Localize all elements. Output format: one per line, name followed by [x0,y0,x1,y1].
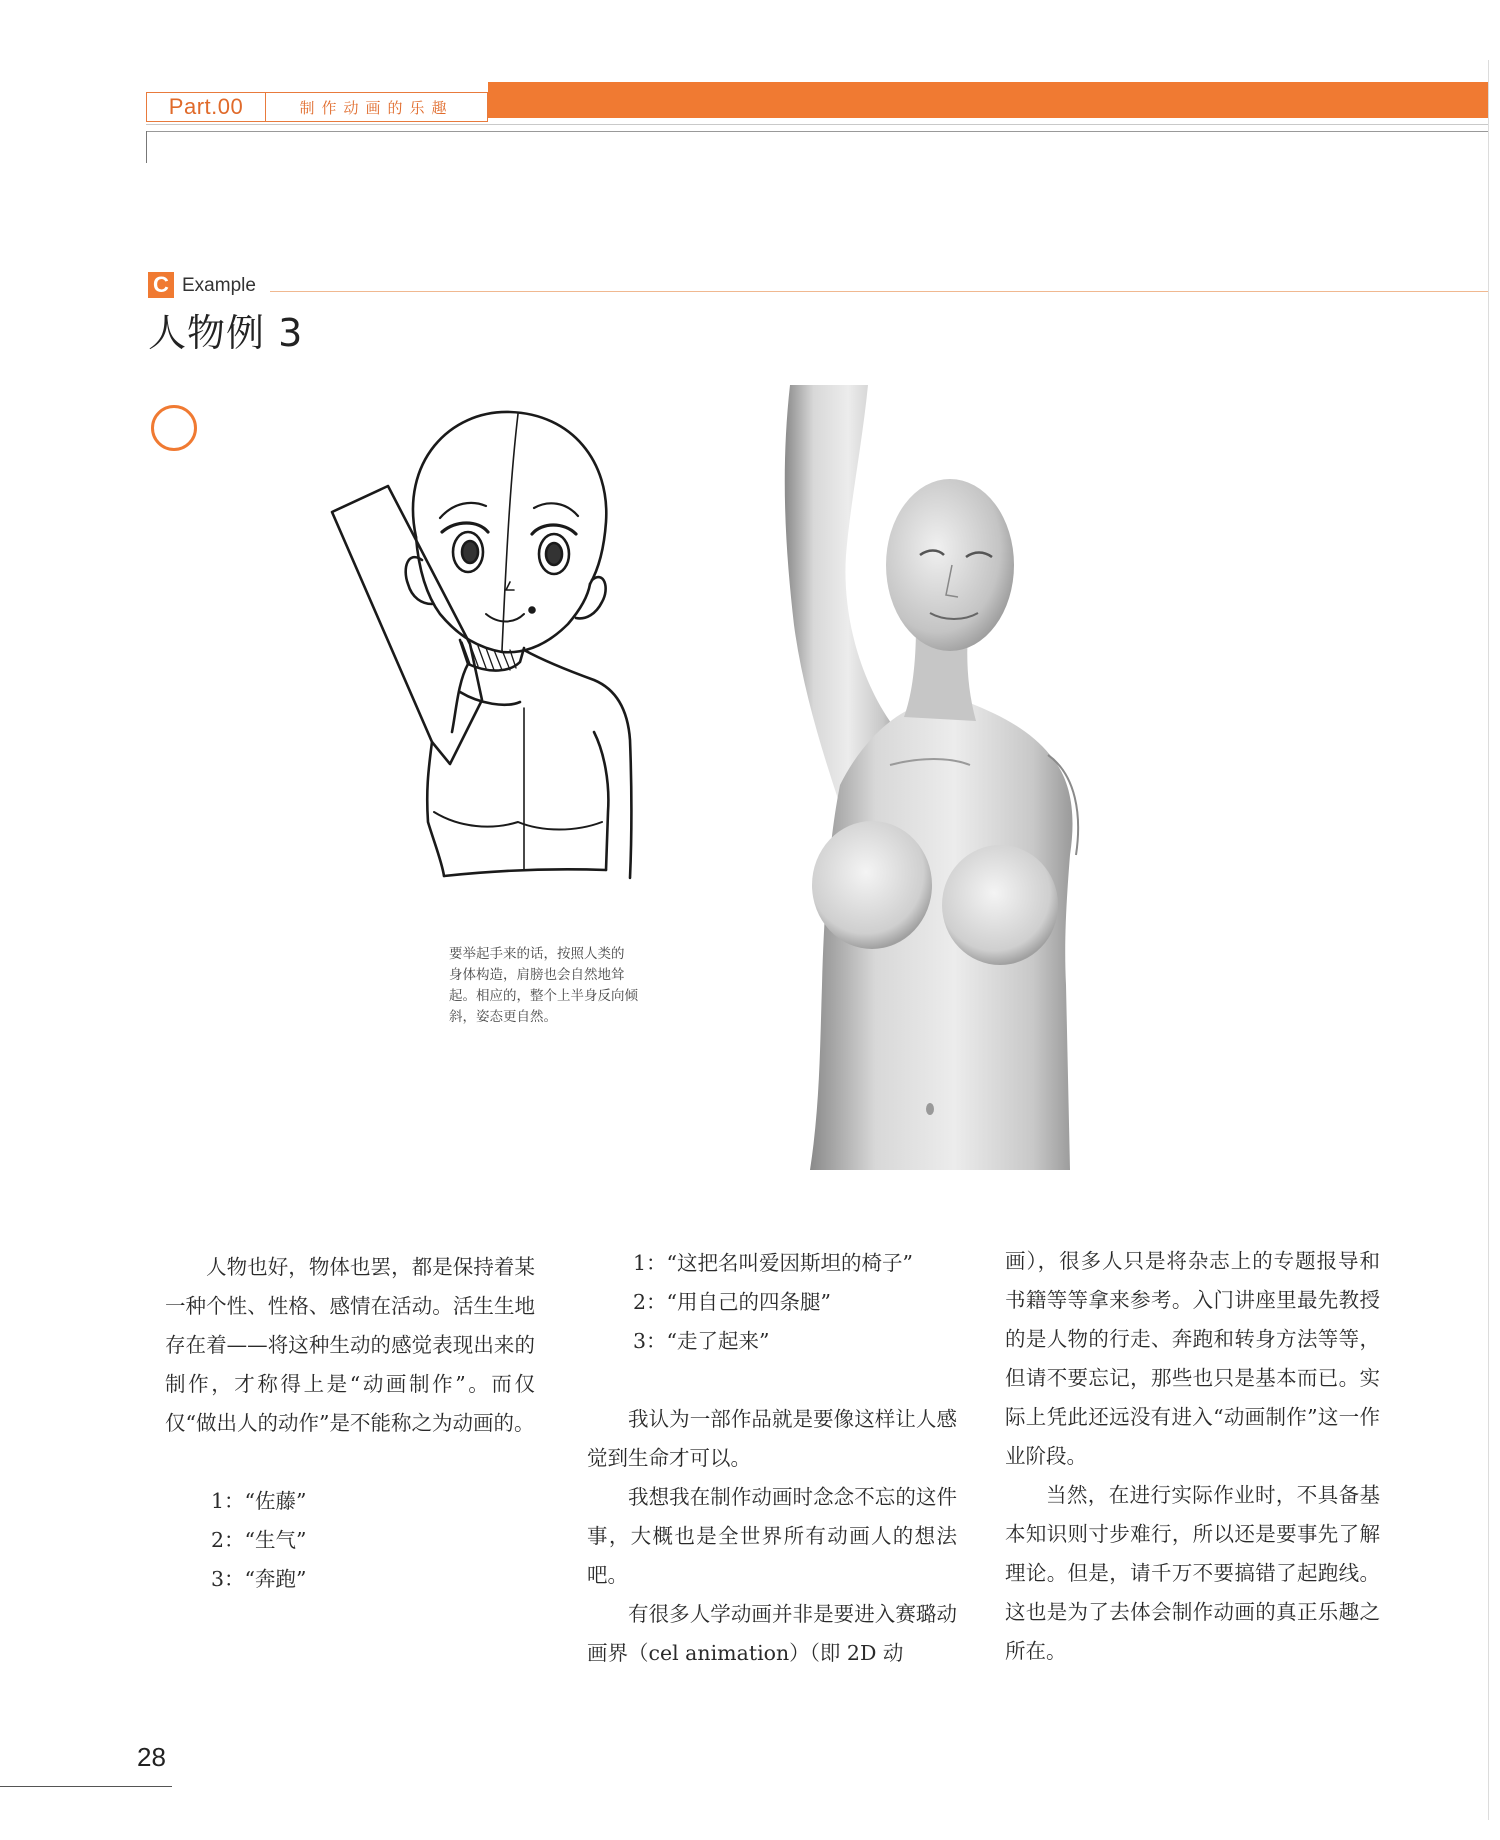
header-rule-2 [146,131,1488,132]
paragraph: 当然，在进行实际作业时，不具备基本知识则寸步难行，所以还是要事先了解理论。但是，请千万不要搞错了起跑线。这也是为了去体会制作动画的真正乐趣之所在。 [1005,1483,1380,1663]
list-item: 2：“生气” [211,1528,307,1552]
list-item: 3：“走了起来” [633,1329,770,1353]
paragraph: 人物也好，物体也罢，都是保持着某一种个性、性格、感情在活动。活生生地存在着——将这种生动的感觉表现出来的制作，才称得上是“动画制作”。而仅仅“做出人的动作”是不能称之为动画的。 [165,1255,535,1435]
paragraph: 我想我在制作动画时念念不忘的这件事，大概也是全世界所有动画人的想法吧。 [587,1485,957,1587]
paragraph: 画），很多人只是将杂志上的专题报导和书籍等等拿来参考。入门讲座里最先教授的是人物的行走、奔跑和转身方法等等，但请不要忘记，那些也只是基本而已。实际上凭此还远没有进入“动画制作”这一作业阶段。 [1005,1249,1380,1468]
list-item: 1：“佐藤” [211,1489,307,1513]
body-column-2 [587,1244,957,1673]
page-title: 人物例 3 [148,311,304,355]
page-number: 28 [137,1742,166,1772]
body-column-3 [1005,1242,1380,1671]
example-label: Example [182,275,256,296]
section-badge: C [148,272,174,298]
3d-figure-render [780,385,1180,1170]
anime-sketch-figure [310,392,690,912]
part-label: Part.00 [146,92,266,122]
section-rule [270,291,1488,292]
list-item: 3：“奔跑” [211,1567,307,1591]
list-item: 2：“用自己的四条腿” [633,1290,832,1314]
circle-o-icon [151,405,197,451]
body-column-1 [165,1248,535,1599]
paragraph: 有很多人学动画并非是要进入赛璐动画界（cel animation）（即 2D 动 [587,1602,957,1665]
footer-rule [0,1786,172,1787]
list-item: 1：“这把名叫爱因斯坦的椅子” [633,1251,914,1275]
paragraph: 我认为一部作品就是要像这样让人感觉到生命才可以。 [587,1407,957,1470]
section-label: 制作动画的乐趣 [266,92,488,122]
header-rule [146,124,1488,125]
page-edge [1488,60,1489,1820]
header-tick [146,131,147,163]
header-accent-bar [488,82,1488,118]
figure-caption: 要举起手来的话，按照人类的 身体构造，肩膀也会自然地耸 起。相应的，整个上半身反向倾 斜，姿态更自然。 [449,946,638,1025]
